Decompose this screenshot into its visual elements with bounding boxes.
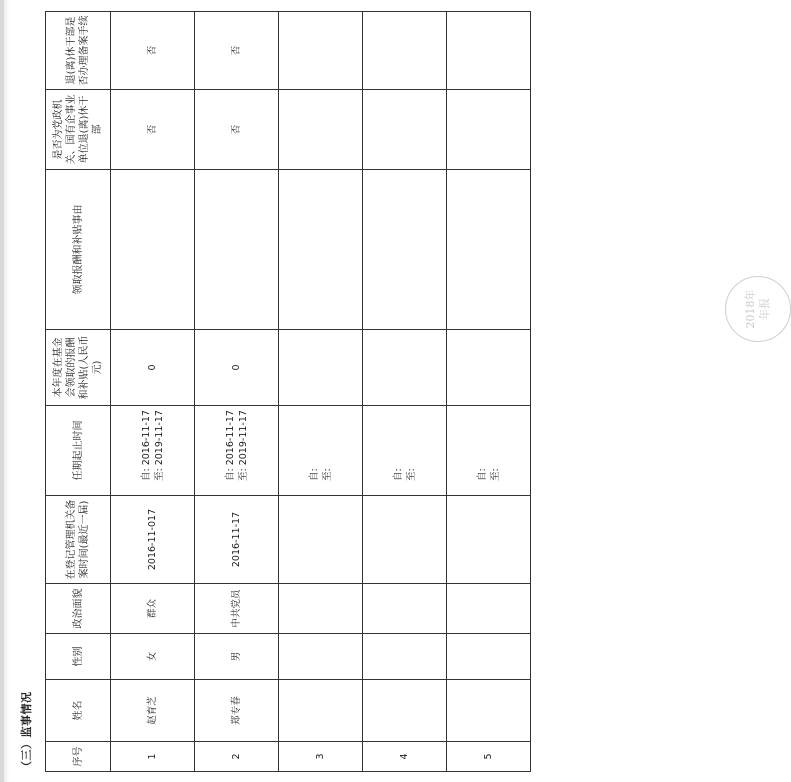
header-seq: 序号 [46,742,111,772]
cell-gender [447,634,531,680]
term-to: 至: 2019-11-17 [237,410,249,481]
cell-reward: 0 [111,330,195,406]
cell-registered-time: 2016-11-17 [195,496,279,584]
header-retired-cadre: 是否为党政机关、国有企事业单位退(离)休干部 [46,90,111,170]
table-row [447,12,531,772]
table-row [195,12,279,772]
cell-gender [363,634,447,680]
cell-politics [447,584,531,634]
term-to: 至: [405,468,417,481]
table-row [363,12,447,772]
cell-reward: 0 [195,330,279,406]
cell-reward [279,330,363,406]
cell-seq: 5 [447,742,531,772]
cell-reward-reason [279,170,363,330]
table-row [279,12,363,772]
cell-reward-reason [447,170,531,330]
annual-report-stamp [725,276,791,342]
cell-registered-time [363,496,447,584]
cell-reward-reason [363,170,447,330]
cell-retired-cadre: 否 [195,90,279,170]
cell-reward-reason [111,170,195,330]
cell-politics: 中共党员 [195,584,279,634]
stamp-line-1: 2018年 [744,289,757,329]
supervisors-table [45,11,531,772]
table-row [111,12,195,772]
cell-reward [447,330,531,406]
cell-term [363,406,447,496]
cell-seq: 3 [279,742,363,772]
cell-gender [279,634,363,680]
cell-name: 赵育芝 [111,680,195,742]
cell-filing-done: 否 [195,12,279,90]
cell-filing-done [447,12,531,90]
header-reward-reason: 领取报酬和补贴事由 [46,170,111,330]
header-reward: 本年度在基金会领取的报酬和补贴(人民币元) [46,330,111,406]
scan-edge-shadow [4,0,10,782]
cell-term [111,406,195,496]
cell-name: 郑专春 [195,680,279,742]
cell-name [363,680,447,742]
cell-registered-time [279,496,363,584]
term-from: 自: [392,468,404,481]
header-gender: 性别 [46,634,111,680]
stamp-line-2: 年报 [758,298,771,320]
term-from: 自: 2016-11-17 [140,410,152,481]
cell-seq: 4 [363,742,447,772]
cell-seq: 1 [111,742,195,772]
cell-retired-cadre: 否 [111,90,195,170]
cell-retired-cadre [363,90,447,170]
cell-reward-reason [195,170,279,330]
table-header-row [46,12,111,772]
cell-filing-done [279,12,363,90]
cell-registered-time [447,496,531,584]
term-to: 至: 2019-11-17 [153,410,165,481]
header-name: 姓名 [46,680,111,742]
term-to: 至: [489,468,501,481]
cell-gender: 女 [111,634,195,680]
header-term: 任期起止时间 [46,406,111,496]
cell-filing-done: 否 [111,12,195,90]
cell-politics: 群众 [111,584,195,634]
term-to: 至: [321,468,333,481]
cell-name [279,680,363,742]
cell-term [195,406,279,496]
cell-politics [279,584,363,634]
cell-term [279,406,363,496]
header-politics: 政治面貌 [46,584,111,634]
cell-seq: 2 [195,742,279,772]
cell-politics [363,584,447,634]
cell-reward [363,330,447,406]
cell-filing-done [363,12,447,90]
term-from: 自: 2016-11-17 [224,410,236,481]
term-from: 自: [476,468,488,481]
header-registered-time: 在登记管理机关备案时间(最近一届) [46,496,111,584]
section-title: （三）监事情况 [20,691,33,772]
cell-retired-cadre [447,90,531,170]
header-filing-done: 退(离)休干部是否办理备案手续 [46,12,111,90]
cell-gender: 男 [195,634,279,680]
cell-retired-cadre [279,90,363,170]
term-from: 自: [308,468,320,481]
cell-term [447,406,531,496]
cell-registered-time: 2016-11-017 [111,496,195,584]
supervisors-section [20,12,771,772]
cell-name [447,680,531,742]
